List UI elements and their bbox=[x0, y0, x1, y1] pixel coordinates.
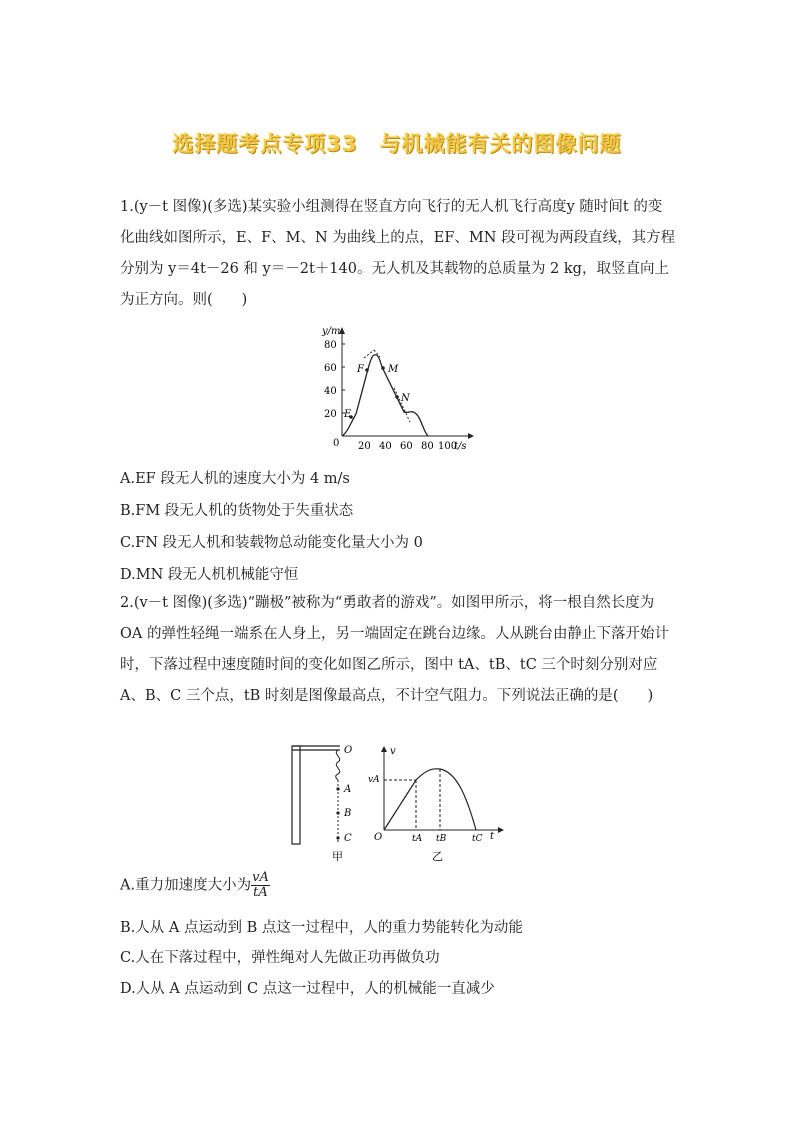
label-c: C bbox=[344, 833, 352, 844]
label-b: B bbox=[344, 808, 352, 819]
q1-option-c: C.FN 段无人机和装载物总动能变化量大小为 0 bbox=[120, 535, 423, 551]
origin-o-label: O bbox=[374, 832, 383, 843]
v-axis-label: v bbox=[390, 746, 396, 757]
fraction bbox=[251, 871, 270, 900]
y-tick: 80 bbox=[324, 340, 337, 351]
velocity-curve bbox=[384, 769, 476, 830]
question-2-text: 2.(v－t 图像)(多选)“蹦极”被称为“勇敢者的游戏”。如图甲所示，将一根自然长度为 OA 的弹性轻绳一端系在人身上，另一端固定在跳台边缘。人从跳台由静止下落开始计时，下落过程中速度随时间的变化如图乙所示，图中 tA、tB、tC 三个时刻分别对应 A、B、C 三个点，tB 时刻是图像最高点，不计空气阻力。下列说法正确的是( ) bbox=[120, 595, 669, 704]
point-n-label: N bbox=[401, 393, 410, 404]
y-tick: 40 bbox=[324, 386, 337, 397]
bungee-diagram bbox=[288, 740, 368, 866]
q2-option-b: B.人从 A 点运动到 B 点这一过程中，人的重力势能转化为动能 bbox=[120, 920, 523, 936]
page-title: 选择题考点专项33 与机械能有关的图像问题 bbox=[172, 132, 622, 156]
q1-option-d: D.MN 段无人机机械能守恒 bbox=[120, 567, 299, 583]
caption-jia: 甲 bbox=[332, 850, 343, 863]
point-m-label: M bbox=[388, 364, 399, 375]
q1-option-b: B.FM 段无人机的货物处于失重状态 bbox=[120, 503, 354, 519]
label-a: A bbox=[344, 784, 352, 795]
q2-option-c: C.人在下落过程中，弹性绳对人先做正功再做负功 bbox=[120, 950, 440, 966]
x-tick: 100 bbox=[438, 441, 458, 452]
x-tick: 80 bbox=[421, 441, 434, 452]
x-axis-label: t/s bbox=[454, 441, 467, 452]
v-t-graph bbox=[368, 744, 508, 866]
ta-label: tA bbox=[412, 834, 423, 844]
question-1-text: 1.(y－t 图像)(多选)某实验小组测得在竖直方向飞行的无人机飞行高度y 随时间t 的变化曲线如图所示，E、F、M、N 为曲线上的点，EF、MN 段可视为两段直线，其方程分别为 y＝4t－26 和 y＝－2t＋140。无人机及其载物的总质量为 2 kg，取竖直向上为正方向。则( ) bbox=[120, 199, 676, 308]
fraction-denominator: tA bbox=[253, 885, 268, 900]
t-axis-label: t bbox=[490, 831, 495, 842]
origin-label: 0 bbox=[333, 438, 340, 449]
va-label: vA bbox=[368, 775, 380, 785]
y-tick: 60 bbox=[324, 363, 337, 374]
y-tick: 20 bbox=[324, 409, 337, 420]
q1-option-a: A.EF 段无人机的速度大小为 4 m/s bbox=[120, 471, 350, 487]
tc-label: tC bbox=[472, 834, 483, 844]
y-t-graph bbox=[318, 322, 478, 452]
point-f-label: F bbox=[357, 364, 364, 375]
q2-option-d: D.人从 A 点运动到 C 点这一过程中，人的机械能一直减少 bbox=[120, 981, 495, 997]
height-curve bbox=[342, 355, 428, 436]
label-o: O bbox=[344, 745, 353, 756]
q2-option-a bbox=[120, 871, 270, 900]
x-tick: 40 bbox=[379, 441, 392, 452]
caption-yi: 乙 bbox=[432, 850, 443, 863]
tb-label: tB bbox=[436, 834, 447, 844]
point-e-label: E bbox=[344, 409, 352, 420]
x-tick: 20 bbox=[358, 441, 371, 452]
fraction-numerator: vA bbox=[252, 870, 269, 885]
q2-option-a-prefix: A.重力加速度大小为 bbox=[120, 877, 252, 894]
x-tick: 60 bbox=[400, 441, 413, 452]
y-axis-label: y/m bbox=[322, 326, 341, 337]
